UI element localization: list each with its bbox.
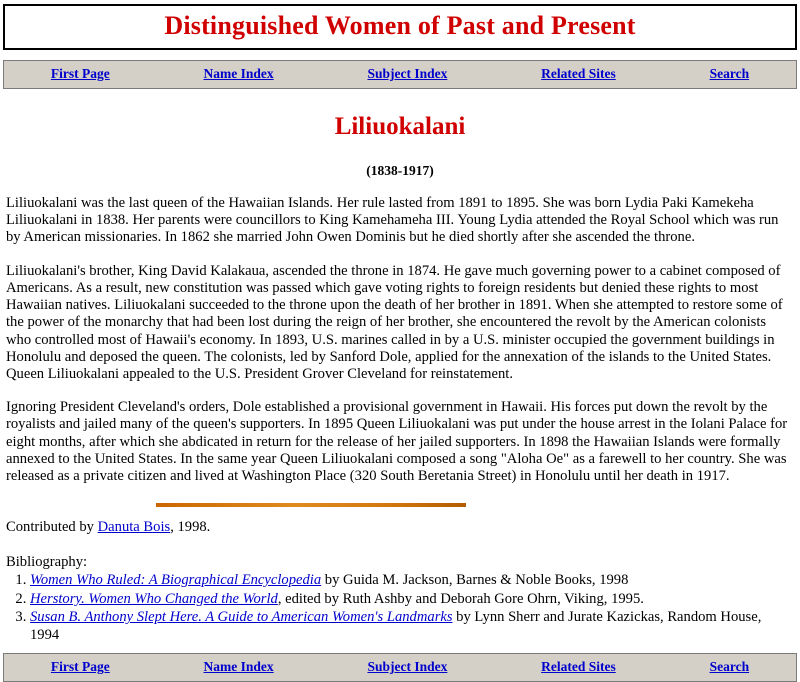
nav-item-name-index-bottom[interactable]: Name Index — [203, 659, 274, 675]
nav-item-first-page-bottom[interactable]: First Page — [50, 659, 110, 675]
contributor-link[interactable]: Danuta Bois — [97, 519, 171, 536]
bibliography-citation-3: by Lynn Sherr and Jurate Kazickas, Random House, 1994 — [30, 609, 762, 643]
page-root — [0, 4, 800, 682]
bibliography-link-2[interactable]: Herstory. Women Who Changed the World — [30, 590, 278, 607]
nav-item-search-bottom[interactable]: Search — [709, 659, 750, 675]
contributed-line — [6, 519, 794, 536]
bibliography-label: Bibliography: — [6, 554, 88, 571]
bibliography-list — [6, 572, 794, 644]
list-item — [30, 609, 794, 644]
life-dates-text: (1838-1917) — [366, 163, 434, 178]
contributed-suffix: , 1998. — [170, 519, 211, 536]
page-title: Liliuokalani — [334, 113, 466, 140]
biography-paragraph-3: Ignoring President Cleveland's orders, Dole established a provisional government in Hawaii. His forces put down the revolt by the royalists and jailed many of the queen's supporters. In 1895 Queen Liliuokalani was put under the house arrest in the Iolani Palace for eight months, after which she abdicated in return for the release of her jailed supporters. In 1898 the Hawaiian Islands were formally annexed to the United States. In the same year Queen Liliuokalani composed a song "Aloha Oe" as a farewell to her country. She was released as a private citizen and lived at Washington Place (320 South Beretania Street) in Honolulu until her death in 1917. — [6, 399, 788, 485]
top-navigation-bar — [3, 60, 797, 89]
bottom-navigation-bar — [3, 653, 797, 682]
life-dates — [6, 163, 794, 179]
horizontal-rule-graphic — [156, 503, 466, 507]
nav-item-name-index[interactable]: Name Index — [203, 66, 274, 81]
bibliography-citation-2: , edited by Ruth Ashby and Deborah Gore Ohrn, Viking, 1995. — [277, 590, 644, 607]
bibliography-link-1[interactable]: Women Who Ruled: A Biographical Encyclopedia — [30, 572, 322, 589]
site-title: Distinguished Women of Past and Present — [164, 11, 636, 40]
nav-item-subject-index[interactable]: Subject Index — [367, 66, 448, 81]
nav-item-related-sites[interactable]: Related Sites — [541, 66, 616, 81]
biography-paragraph-2: Liliuokalani's brother, King David Kalakaua, ascended the throne in 1874. He gave much governing power to a cabinet composed of Americans. As a result, new constitution was passed which gave voting rights to foreign residents but denied these rights to most Hawaiian natives. Liliuokalani succeeded to the throne upon the death of her brother in 1891. When she attempted to restore some of the power of the monarchy that had been lost during the reign of her brother, she encountered the revolt by the American colonists who controlled most of Hawaii's economy. In 1893, U.S. marines called in by a U.S. minister occupied the government buildings in Honolulu and deposed the queen. The colonists, led by Sanford Dole, applied for the annexation of the islands to the United States. Queen Liliuokalani appealed to the U.S. President Grover Cleveland for reinstatement. — [6, 262, 783, 382]
list-item — [30, 572, 794, 590]
bibliography-link-3[interactable]: Susan B. Anthony Slept Here. A Guide to American Women's Landmarks — [30, 609, 453, 626]
biography-paragraph-1: Liliuokalani was the last queen of the Hawaiian Islands. Her rule lasted from 1891 to 1895. She was born Lydia Paki Kamekeha Liliuokalani in 1838. Her parents were councillors to King Kamehameha III. Young Lydia attended the Royal School which was run by American missionaries. In 1862 she married John Owen Dominis but he died shortly after she ascended the throne. — [6, 195, 779, 246]
nav-item-search[interactable]: Search — [709, 66, 750, 81]
bibliography-citation-1: by Guida M. Jackson, Barnes & Noble Books, 1998 — [321, 572, 629, 589]
nav-item-first-page[interactable]: First Page — [50, 66, 110, 81]
nav-item-related-sites-bottom[interactable]: Related Sites — [541, 659, 616, 675]
site-title-banner — [3, 4, 797, 50]
divider — [6, 503, 794, 507]
nav-item-subject-index-bottom[interactable]: Subject Index — [367, 659, 448, 675]
contributed-prefix: Contributed by — [6, 519, 98, 536]
list-item — [30, 591, 794, 609]
main-content — [0, 113, 800, 644]
